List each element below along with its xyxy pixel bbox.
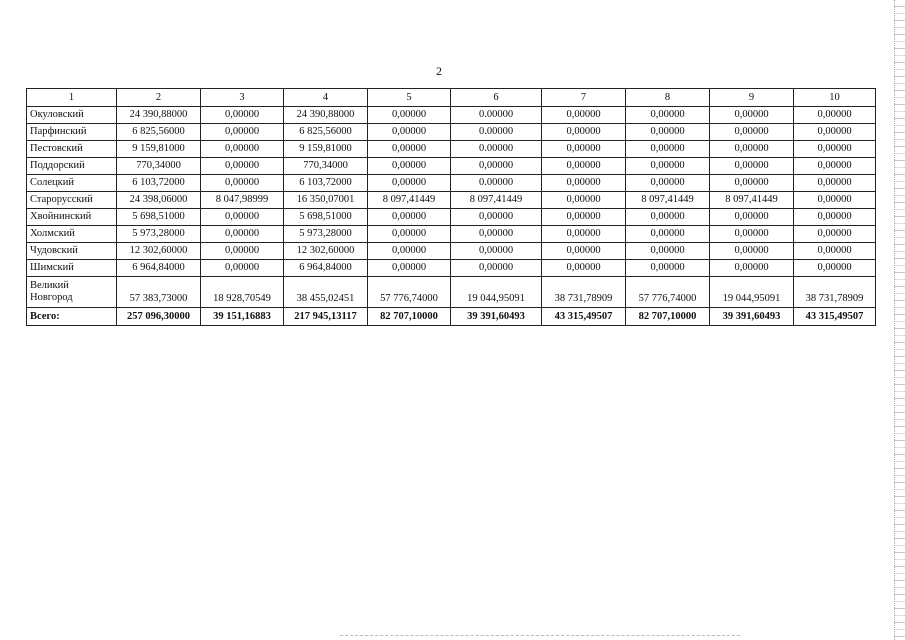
- table-row: [27, 124, 876, 141]
- column-header: 4: [284, 89, 368, 107]
- value-cell: 0,00000: [626, 243, 710, 260]
- value-cell: 0,00000: [542, 124, 626, 141]
- page-number: 2: [436, 64, 442, 78]
- value-cell: 0,00000: [542, 260, 626, 277]
- value-cell: 5 698,51000: [284, 209, 368, 226]
- value-cell: 770,34000: [117, 158, 201, 175]
- table-body: [27, 107, 876, 326]
- value-cell: 6 825,56000: [284, 124, 368, 141]
- value-cell: 0,00000: [710, 243, 794, 260]
- value-cell: 0,00000: [368, 260, 451, 277]
- table-row: [27, 260, 876, 277]
- value-cell: 0,00000: [794, 243, 876, 260]
- value-cell: 0,00000: [542, 209, 626, 226]
- value-cell: 8 097,41449: [710, 192, 794, 209]
- value-cell: 0,00000: [542, 226, 626, 243]
- value-cell: 0,00000: [794, 175, 876, 192]
- table-row: [27, 243, 876, 260]
- value-cell: 0,00000: [626, 107, 710, 124]
- value-cell: 0,00000: [201, 243, 284, 260]
- value-cell: 57 383,73000: [117, 277, 201, 308]
- value-cell: 0,00000: [710, 226, 794, 243]
- district-name-cell: Пестовский: [27, 141, 117, 158]
- value-cell: 0,00000: [626, 226, 710, 243]
- value-cell: 6 964,84000: [284, 260, 368, 277]
- value-cell: 0,00000: [794, 158, 876, 175]
- value-cell: 0,00000: [794, 107, 876, 124]
- column-header: 8: [626, 89, 710, 107]
- value-cell: 6 964,84000: [117, 260, 201, 277]
- district-name-cell: Парфинский: [27, 124, 117, 141]
- value-cell: 0,00000: [451, 260, 542, 277]
- value-cell: 0,00000: [626, 158, 710, 175]
- value-cell: 24 398,06000: [117, 192, 201, 209]
- value-cell: 0,00000: [710, 260, 794, 277]
- value-cell: 5 698,51000: [117, 209, 201, 226]
- total-label-cell: Всего:: [27, 308, 117, 326]
- value-cell: 0,00000: [451, 226, 542, 243]
- value-cell: 57 776,74000: [626, 277, 710, 308]
- value-cell: 0,00000: [710, 209, 794, 226]
- value-cell: 0.00000: [451, 107, 542, 124]
- value-cell: 0,00000: [626, 209, 710, 226]
- table-row: [27, 277, 876, 308]
- column-header: 2: [117, 89, 201, 107]
- value-cell: 0,00000: [201, 175, 284, 192]
- value-cell: 0,00000: [626, 141, 710, 158]
- value-cell: 6 103,72000: [117, 175, 201, 192]
- value-cell: 0,00000: [542, 158, 626, 175]
- value-cell: 38 731,78909: [794, 277, 876, 308]
- total-value-cell: 39 391,60493: [451, 308, 542, 326]
- value-cell: 16 350,07001: [284, 192, 368, 209]
- value-cell: 770,34000: [284, 158, 368, 175]
- value-cell: 0,00000: [201, 209, 284, 226]
- column-header: 5: [368, 89, 451, 107]
- value-cell: 0,00000: [201, 158, 284, 175]
- value-cell: 0,00000: [451, 209, 542, 226]
- value-cell: 0,00000: [201, 124, 284, 141]
- value-cell: 19 044,95091: [710, 277, 794, 308]
- value-cell: 0,00000: [710, 175, 794, 192]
- value-cell: 0,00000: [201, 260, 284, 277]
- table-row: [27, 175, 876, 192]
- value-cell: 0,00000: [368, 158, 451, 175]
- column-header: 1: [27, 89, 117, 107]
- value-cell: 0,00000: [368, 107, 451, 124]
- district-name-cell: Шимский: [27, 260, 117, 277]
- value-cell: 0,00000: [794, 192, 876, 209]
- value-cell: 0,00000: [794, 124, 876, 141]
- value-cell: 9 159,81000: [284, 141, 368, 158]
- column-header: 9: [710, 89, 794, 107]
- value-cell: 24 390,88000: [117, 107, 201, 124]
- value-cell: 8 097,41449: [451, 192, 542, 209]
- total-value-cell: 82 707,10000: [626, 308, 710, 326]
- district-name-cell: Старорусский: [27, 192, 117, 209]
- value-cell: 57 776,74000: [368, 277, 451, 308]
- value-cell: 0,00000: [794, 141, 876, 158]
- scan-bottom-artifact: [340, 635, 740, 636]
- value-cell: 0,00000: [451, 158, 542, 175]
- value-cell: 9 159,81000: [117, 141, 201, 158]
- total-value-cell: 257 096,30000: [117, 308, 201, 326]
- value-cell: 0,00000: [368, 243, 451, 260]
- value-cell: 38 731,78909: [542, 277, 626, 308]
- district-name-cell: Хвойнинский: [27, 209, 117, 226]
- table-row: [27, 226, 876, 243]
- value-cell: 0,00000: [201, 107, 284, 124]
- value-cell: 0,00000: [368, 209, 451, 226]
- value-cell: 0,00000: [542, 243, 626, 260]
- total-value-cell: 39 151,16883: [201, 308, 284, 326]
- table-row: [27, 141, 876, 158]
- total-value-cell: 39 391,60493: [710, 308, 794, 326]
- value-cell: 24 390,88000: [284, 107, 368, 124]
- table-row: [27, 192, 876, 209]
- value-cell: 8 097,41449: [368, 192, 451, 209]
- value-cell: 0,00000: [794, 260, 876, 277]
- value-cell: 0,00000: [368, 175, 451, 192]
- value-cell: 0,00000: [710, 124, 794, 141]
- total-value-cell: 82 707,10000: [368, 308, 451, 326]
- value-cell: 0,00000: [542, 107, 626, 124]
- value-cell: 0.00000: [451, 141, 542, 158]
- column-header: 3: [201, 89, 284, 107]
- header-row: [27, 89, 876, 107]
- district-name-cell: Солецкий: [27, 175, 117, 192]
- value-cell: 0,00000: [368, 124, 451, 141]
- district-name-cell: Великий Новгород: [27, 277, 117, 308]
- value-cell: 38 455,02451: [284, 277, 368, 308]
- value-cell: 0,00000: [710, 158, 794, 175]
- value-cell: 0,00000: [451, 243, 542, 260]
- value-cell: 12 302,60000: [117, 243, 201, 260]
- total-value-cell: 43 315,49507: [794, 308, 876, 326]
- column-header: 7: [542, 89, 626, 107]
- value-cell: 0,00000: [794, 209, 876, 226]
- total-row: [27, 308, 876, 326]
- total-value-cell: 43 315,49507: [542, 308, 626, 326]
- district-name-cell: Чудовский: [27, 243, 117, 260]
- value-cell: 0,00000: [626, 260, 710, 277]
- value-cell: 0,00000: [710, 107, 794, 124]
- value-cell: 6 825,56000: [117, 124, 201, 141]
- value-cell: 6 103,72000: [284, 175, 368, 192]
- value-cell: 0,00000: [368, 226, 451, 243]
- table-row: [27, 209, 876, 226]
- column-header: 10: [794, 89, 876, 107]
- value-cell: 5 973,28000: [117, 226, 201, 243]
- district-name-cell: Холмский: [27, 226, 117, 243]
- value-cell: 0,00000: [201, 141, 284, 158]
- table-row: [27, 158, 876, 175]
- value-cell: 0.00000: [451, 124, 542, 141]
- value-cell: 0,00000: [542, 175, 626, 192]
- value-cell: 0,00000: [626, 175, 710, 192]
- district-name-cell: Поддорский: [27, 158, 117, 175]
- scan-edge-artifact: [894, 0, 905, 640]
- budget-table: [26, 88, 876, 326]
- value-cell: 0,00000: [542, 192, 626, 209]
- total-value-cell: 217 945,13117: [284, 308, 368, 326]
- value-cell: 0.00000: [451, 175, 542, 192]
- value-cell: 8 097,41449: [626, 192, 710, 209]
- value-cell: 0,00000: [794, 226, 876, 243]
- value-cell: 8 047,98999: [201, 192, 284, 209]
- value-cell: 0,00000: [201, 226, 284, 243]
- column-header: 6: [451, 89, 542, 107]
- table-row: [27, 107, 876, 124]
- value-cell: 0,00000: [626, 124, 710, 141]
- value-cell: 0,00000: [710, 141, 794, 158]
- district-name-cell: Окуловский: [27, 107, 117, 124]
- value-cell: 19 044,95091: [451, 277, 542, 308]
- value-cell: 12 302,60000: [284, 243, 368, 260]
- value-cell: 18 928,70549: [201, 277, 284, 308]
- value-cell: 0,00000: [368, 141, 451, 158]
- value-cell: 5 973,28000: [284, 226, 368, 243]
- value-cell: 0,00000: [542, 141, 626, 158]
